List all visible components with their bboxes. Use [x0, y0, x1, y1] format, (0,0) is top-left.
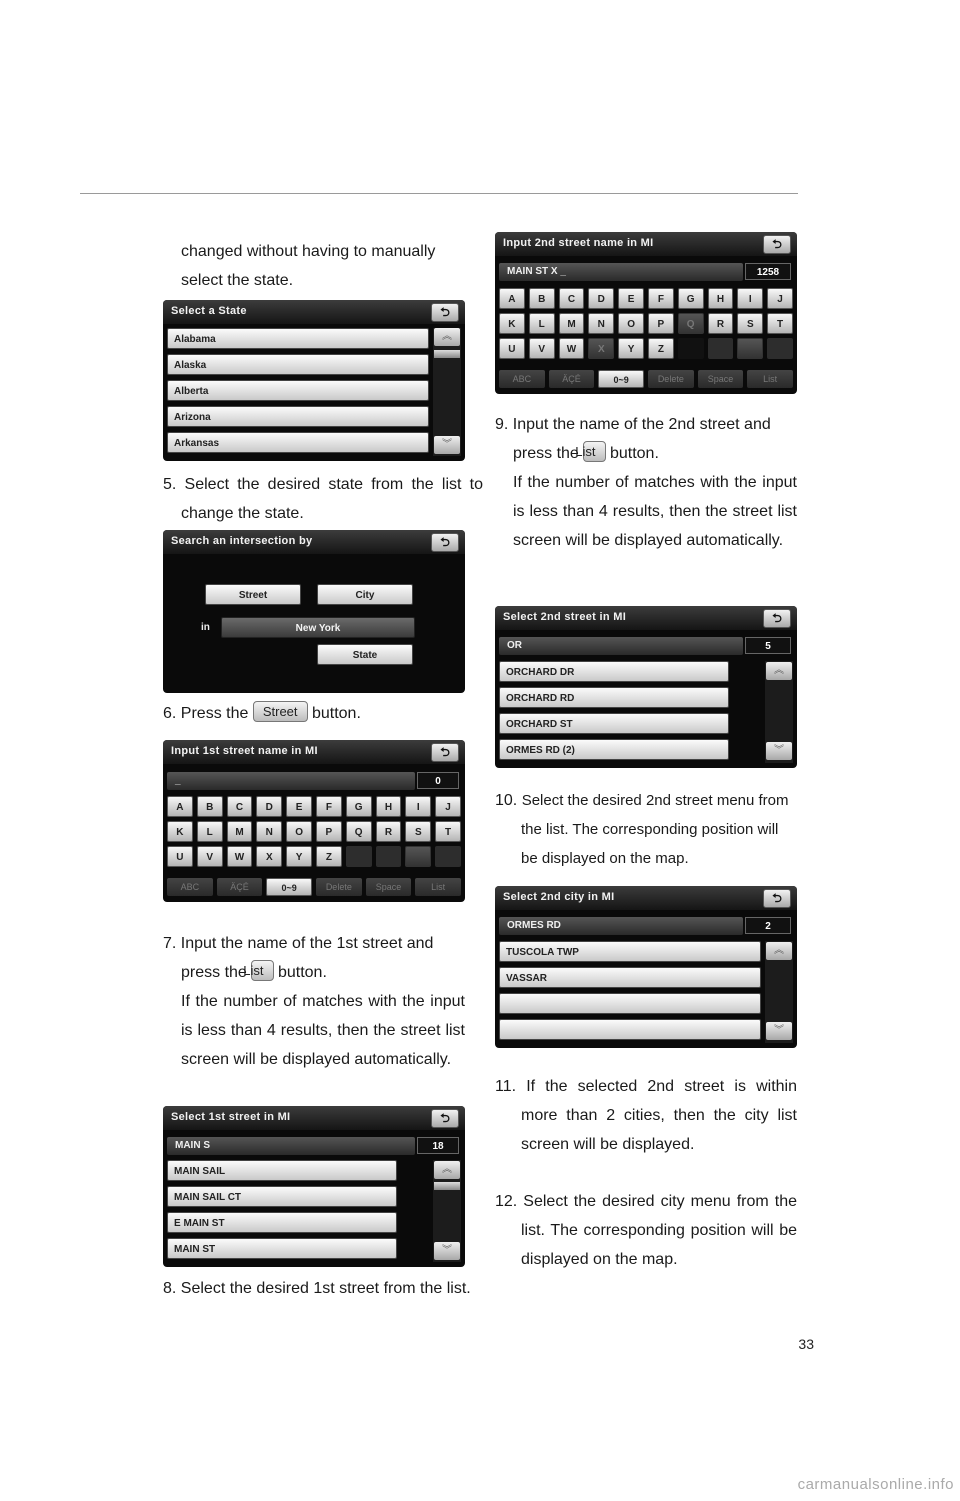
back-arrow-icon[interactable]: ⮌ — [431, 1109, 459, 1128]
screen-title-bar — [163, 530, 465, 554]
key[interactable]: E — [286, 796, 312, 817]
page-number: 33 — [798, 1336, 814, 1352]
screen-title: Input 2nd street name in MI — [503, 237, 654, 249]
key-blank — [376, 846, 402, 867]
key[interactable]: E — [618, 288, 644, 309]
scroll-down-icon[interactable]: ︾ — [766, 742, 792, 760]
key[interactable]: J — [435, 796, 461, 817]
scroll-down-icon[interactable]: ︾ — [434, 436, 460, 454]
screen-select-1st-street — [163, 1106, 465, 1267]
step-7-line — [163, 929, 465, 987]
screen-title: Input 1st street name in MI — [171, 745, 318, 757]
space-key[interactable]: Space — [698, 370, 744, 388]
key[interactable]: B — [529, 288, 555, 309]
key[interactable]: O — [618, 313, 644, 334]
screen-title-bar — [163, 1106, 465, 1130]
list-item[interactable]: MAIN ST — [167, 1238, 397, 1259]
key[interactable]: P — [316, 821, 342, 842]
key[interactable]: O — [286, 821, 312, 842]
list-item[interactable]: MAIN SAIL CT — [167, 1186, 397, 1207]
key[interactable]: I — [737, 288, 763, 309]
list-item[interactable]: Arizona — [167, 406, 429, 427]
screen-intersection — [163, 530, 465, 693]
screen-title-bar — [163, 300, 465, 324]
step-6-post: button. — [311, 705, 361, 722]
abc-key[interactable]: ABC — [167, 878, 213, 896]
scroll-up-icon[interactable]: ︽ — [766, 942, 792, 960]
step-5-text: Select the desired state from the list to change the state. — [181, 476, 483, 522]
step-10-text: Select the desired 2nd street menu from the list. The corresponding position will be displayed on the map. — [521, 792, 789, 867]
key[interactable]: G — [678, 288, 704, 309]
match-count: 5 — [745, 637, 791, 654]
screen-select-2nd-street — [495, 606, 797, 768]
key[interactable]: S — [405, 821, 431, 842]
accent-key[interactable]: ÄÇÉ — [549, 370, 595, 388]
step-9-line — [495, 410, 797, 468]
list-item[interactable]: Alaska — [167, 354, 429, 375]
step-7 — [163, 929, 465, 1074]
delete-key[interactable]: Delete — [316, 878, 362, 896]
key[interactable]: Z — [648, 338, 674, 359]
watermark: carmanualsonline.info — [797, 1476, 954, 1493]
key[interactable]: L — [197, 821, 223, 842]
key[interactable]: A — [167, 796, 193, 817]
list-item[interactable] — [499, 993, 761, 1014]
back-arrow-icon[interactable]: ⮌ — [763, 609, 791, 628]
keyboard — [167, 796, 461, 867]
scroll-up-icon[interactable]: ︽ — [766, 662, 792, 680]
key[interactable]: N — [256, 821, 282, 842]
scroll-thumb[interactable] — [434, 1182, 460, 1190]
screen-title-bar — [495, 232, 797, 256]
step-11 — [495, 1072, 797, 1159]
delete-key[interactable]: Delete — [648, 370, 694, 388]
step-12-num: 12. — [495, 1193, 518, 1210]
screen-title: Search an intersection by — [171, 535, 313, 547]
scroll-up-icon[interactable]: ︽ — [434, 1161, 460, 1179]
list-item[interactable]: ORCHARD DR — [499, 661, 729, 682]
key[interactable]: K — [499, 313, 525, 334]
keyboard-function-row — [499, 370, 793, 388]
key[interactable]: Y — [286, 846, 312, 867]
street-input[interactable]: MAIN S — [167, 1137, 415, 1155]
key[interactable]: X — [256, 846, 282, 867]
accent-key[interactable]: ÄÇÉ — [217, 878, 263, 896]
key[interactable]: N — [588, 313, 614, 334]
list-item[interactable]: TUSCOLA TWP — [499, 941, 761, 962]
keyboard-function-row — [167, 878, 461, 896]
step-7-pre: 7. Input the name of the 1st street and press the — [163, 935, 434, 981]
back-arrow-icon[interactable]: ⮌ — [431, 743, 459, 762]
step-6-pre: 6. Press the — [163, 705, 249, 722]
keyboard — [499, 288, 793, 359]
intro-line-1: changed without having to manually — [181, 243, 436, 260]
key[interactable]: M — [559, 313, 585, 334]
list-inline-button: List — [583, 441, 605, 462]
match-count: 2 — [745, 917, 791, 934]
back-arrow-icon[interactable]: ⮌ — [763, 889, 791, 908]
step-7-detail: If the number of matches with the input is less than 4 results, then the street list screen will be displayed automatically. — [181, 993, 465, 1068]
list-item[interactable]: Alberta — [167, 380, 429, 401]
screen-title: Select 2nd city in MI — [503, 891, 615, 903]
key[interactable]: D — [588, 288, 614, 309]
key[interactable]: M — [227, 821, 253, 842]
step-9-post: button. — [609, 445, 659, 462]
street-inline-button: Street — [253, 701, 308, 722]
screen-title: Select a State — [171, 305, 247, 317]
list-item[interactable]: VASSAR — [499, 967, 761, 988]
back-arrow-icon[interactable]: ⮌ — [763, 235, 791, 254]
match-count: 1258 — [745, 263, 791, 280]
key[interactable]: U — [167, 846, 193, 867]
scroll-up-icon[interactable]: ︽ — [434, 328, 460, 346]
key[interactable]: H — [708, 288, 734, 309]
intro-text — [181, 237, 465, 295]
screen-select-state — [163, 300, 465, 461]
key[interactable]: L — [529, 313, 555, 334]
key-blank — [405, 846, 431, 867]
step-5 — [163, 470, 483, 528]
key[interactable]: F — [316, 796, 342, 817]
step-12 — [495, 1187, 797, 1274]
step-10 — [495, 786, 797, 873]
key[interactable]: C — [559, 288, 585, 309]
step-11-text: If the selected 2nd street is within more than 2 cities, then the city list screen will be displayed. — [521, 1078, 797, 1153]
screen-select-2nd-city — [495, 886, 797, 1048]
state-button[interactable]: State — [317, 644, 413, 665]
list-item[interactable]: E MAIN ST — [167, 1212, 397, 1233]
street-input[interactable]: MAIN ST X _ — [499, 263, 743, 281]
key[interactable]: Q — [678, 313, 704, 334]
key-blank — [435, 846, 461, 867]
key[interactable]: Y — [618, 338, 644, 359]
key[interactable]: C — [227, 796, 253, 817]
region-field[interactable]: New York — [221, 617, 415, 638]
key[interactable]: H — [376, 796, 402, 817]
step-11-num: 11. — [495, 1078, 517, 1095]
back-arrow-icon[interactable]: ⮌ — [431, 533, 459, 552]
list-item[interactable]: ORCHARD ST — [499, 713, 729, 734]
key[interactable]: R — [708, 313, 734, 334]
key[interactable]: W — [559, 338, 585, 359]
intro-line-2: select the state. — [181, 272, 294, 289]
numbers-key[interactable]: 0~9 — [266, 878, 312, 896]
list-key[interactable]: List — [747, 370, 793, 388]
street-input[interactable]: OR — [499, 637, 743, 655]
step-8-text: Select the desired 1st street from the list. — [180, 1280, 471, 1297]
key[interactable]: T — [767, 313, 793, 334]
key[interactable]: F — [648, 288, 674, 309]
screen-title: Select 1st street in MI — [171, 1111, 291, 1123]
key[interactable]: P — [648, 313, 674, 334]
back-arrow-icon[interactable]: ⮌ — [431, 303, 459, 322]
step-12-text: Select the desired city menu from the list. The corresponding position will be displayed on the map. — [521, 1193, 797, 1268]
key[interactable]: Z — [316, 846, 342, 867]
key[interactable]: Q — [346, 821, 372, 842]
key[interactable]: T — [435, 821, 461, 842]
screen-input-1st-street — [163, 740, 465, 902]
key[interactable]: I — [405, 796, 431, 817]
abc-key[interactable]: ABC — [499, 370, 545, 388]
step-6 — [163, 699, 465, 728]
key[interactable]: V — [197, 846, 223, 867]
step-8-num: 8. — [163, 1280, 177, 1297]
key-blank — [678, 338, 704, 359]
screen-input-2nd-street — [495, 232, 797, 394]
key[interactable]: S — [737, 313, 763, 334]
key[interactable]: D — [256, 796, 282, 817]
in-label: in — [201, 622, 210, 633]
key[interactable]: G — [346, 796, 372, 817]
key[interactable]: U — [499, 338, 525, 359]
list-item[interactable] — [499, 1019, 761, 1040]
key[interactable]: A — [499, 288, 525, 309]
numbers-key[interactable]: 0~9 — [598, 370, 644, 388]
street-button[interactable]: Street — [205, 584, 301, 605]
key[interactable]: J — [767, 288, 793, 309]
step-9 — [495, 410, 797, 555]
key-blank — [737, 338, 763, 359]
step-9-detail: If the number of matches with the input is less than 4 results, then the street list screen will be displayed automatically. — [513, 474, 797, 549]
city-button[interactable]: City — [317, 584, 413, 605]
step-9-pre: 9. Input the name of the 2nd street and press the — [495, 416, 771, 462]
key-blank — [708, 338, 734, 359]
scroll-down-icon[interactable]: ︾ — [434, 1242, 460, 1260]
key[interactable]: R — [376, 821, 402, 842]
step-10-num: 10. — [495, 792, 518, 809]
match-count: 0 — [417, 772, 459, 789]
list-item[interactable]: ORCHARD RD — [499, 687, 729, 708]
list-inline-button: List — [251, 960, 273, 981]
match-count: 18 — [417, 1137, 459, 1154]
step-8 — [163, 1274, 483, 1303]
header-rule — [80, 193, 798, 194]
key[interactable]: W — [227, 846, 253, 867]
screen-title: Select 2nd street in MI — [503, 611, 627, 623]
street-input[interactable]: _ — [167, 772, 415, 790]
list-item[interactable]: ORMES RD (2) — [499, 739, 729, 760]
screen-title-bar — [163, 740, 465, 764]
list-item[interactable]: MAIN SAIL — [167, 1160, 397, 1181]
key-blank — [346, 846, 372, 867]
key[interactable]: K — [167, 821, 193, 842]
list-item[interactable]: Alabama — [167, 328, 429, 349]
screen-title-bar — [495, 606, 797, 630]
step-5-num: 5. — [163, 476, 177, 493]
screen-title-bar — [495, 886, 797, 910]
key[interactable]: B — [197, 796, 223, 817]
scroll-down-icon[interactable]: ︾ — [766, 1022, 792, 1040]
scroll-thumb[interactable] — [434, 350, 460, 358]
key-blank — [767, 338, 793, 359]
space-key[interactable]: Space — [366, 878, 412, 896]
list-key[interactable]: List — [415, 878, 461, 896]
key[interactable]: V — [529, 338, 555, 359]
key[interactable]: X — [588, 338, 614, 359]
street-input[interactable]: ORMES RD — [499, 917, 743, 935]
list-item[interactable]: Arkansas — [167, 432, 429, 453]
step-7-post: button. — [277, 964, 327, 981]
